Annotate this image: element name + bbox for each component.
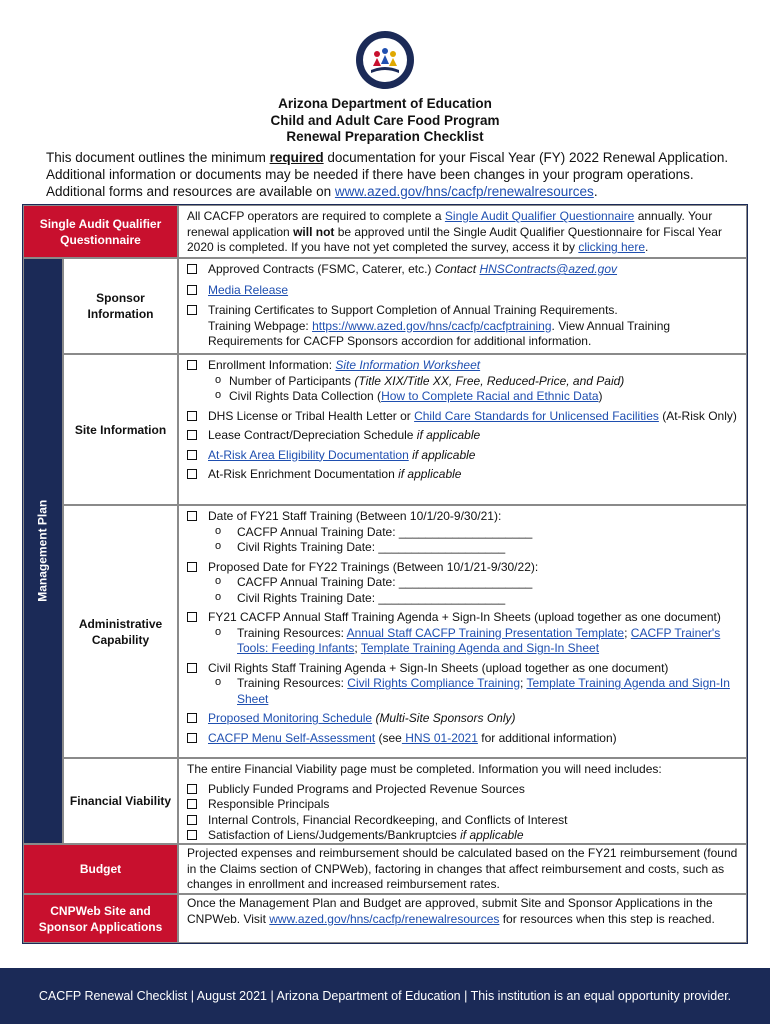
renewal-resources-link[interactable]: www.azed.gov/hns/cacfp/renewalresources bbox=[334, 184, 594, 199]
financial-viability-content: The entire Financial Viability page must be completed. Information you will need includes: Publicly Funded Programs and Projected Revenue Sources Responsible Principals Internal Controls, Financial Recordkeeping, and Conflicts of Interest Satisfaction of Liens/Judgements/Bankruptcies if applicable bbox=[178, 758, 747, 844]
sponsor-info-label: Sponsor Information bbox=[63, 258, 178, 354]
saq-link[interactable]: Single Audit Qualifier Questionnaire bbox=[444, 209, 635, 223]
checkbox[interactable] bbox=[187, 713, 197, 723]
media-release-link[interactable]: Media Release bbox=[208, 282, 289, 297]
civil-rights-training-link[interactable]: Civil Rights Compliance Training bbox=[347, 676, 521, 690]
financial-viability-label: Financial Viability bbox=[63, 758, 178, 844]
title-agency: Arizona Department of Education bbox=[278, 96, 492, 111]
budget-content: Projected expenses and reimbursement should be calculated based on the FY21 reimbursement (found in the Claims section of CNPWeb), factoring in changes that affect reimbursement and costs, such as changes in enrollment and increased reimbursement rates. bbox=[178, 844, 747, 894]
clicking-here-link[interactable]: clicking here bbox=[578, 240, 646, 254]
hns-memo-link[interactable]: HNS 01-2021 bbox=[401, 730, 478, 745]
admin-capability-label: Administrative Capability bbox=[63, 505, 178, 758]
checkbox[interactable] bbox=[187, 733, 197, 743]
site-worksheet-link[interactable]: Site Information Worksheet bbox=[335, 358, 481, 372]
management-plan-label: Management Plan bbox=[23, 258, 63, 844]
site-info-label: Site Information bbox=[63, 354, 178, 505]
title-program: Child and Adult Care Food Program bbox=[270, 112, 500, 128]
cnpweb-label: CNPWeb Site and Sponsor Applications bbox=[23, 894, 178, 943]
checkbox[interactable] bbox=[187, 360, 197, 370]
checkbox[interactable] bbox=[187, 511, 197, 521]
saq-content: All CACFP operators are required to complete a Single Audit Qualifier Questionnaire annually. Your renewal application will not be approved until the Single Audit Qualifier Questionnaire for Fiscal Year 2020 is completed. If you have not yet completed the survey, access it by clicking here. bbox=[178, 205, 747, 258]
intro-paragraph: This document outlines the minimum required documentation for your Fiscal Year (FY) 2022 Renewal Application. Additional information or documents may be needed if there have been changes in your program operations. Additional forms and resources are available on www.azed.gov/hns/cacfp/renewalresources. bbox=[46, 150, 729, 199]
monitoring-schedule-link[interactable]: Proposed Monitoring Schedule bbox=[208, 711, 373, 725]
at-risk-eligibility-link[interactable]: At-Risk Area Eligibility Documentation bbox=[208, 447, 409, 462]
training-webpage-link[interactable]: https://www.azed.gov/hns/cacfp/cacfptraining bbox=[312, 318, 552, 333]
cnpweb-content: Once the Management Plan and Budget are approved, submit Site and Sponsor Applications in the CNPWeb. Visit www.azed.gov/hns/cacfp/renewalresources for resources when this step is reached. bbox=[178, 894, 747, 943]
sponsor-info-content: Approved Contracts (FSMC, Caterer, etc.) Contact HNSContracts@azed.gov Media Release Training Certificates to Support Completion of Annual Training Requirements. Training Webpage: https://www.azed.gov/hns/cacfp/cacfptraining. View Annual Training Requirements for CACFP Sponsors accordion for additional information. bbox=[178, 258, 747, 354]
checkbox[interactable] bbox=[187, 411, 197, 421]
checkbox[interactable] bbox=[187, 305, 197, 315]
admin-capability-content: Date of FY21 Staff Training (Between 10/1/20-9/30/21): o CACFP Annual Training Date: ____________________ o Civil Rights Training Date: ___________________ Proposed Date for FY22 Trainings (Between 10/1/21-9/30/22): o CACFP Annual Training Date: ____________________ o Civil Rights Training Date: ___________________ FY21 CACFP Annual Staff Training Agenda + Sign-In Sheets (upload together as one document) o Training Resources: Annual Staff CACFP Training Presentation Template; CACFP Trainer's Tools: Feeding Infants; Template Training Agenda and Sign-In Sheet Civil Rights Staff Training Agenda + Sign-In Sheets (upload together as one document) o Training Resources: Civil Rights Compliance Training; Template Training Agenda and Sign-In Sheet Proposed Monitoring Schedule (Multi-Site Sponsors Only) CACFP Menu Self-Assessment (see HNS 01-2021 for additional information) bbox=[178, 505, 747, 758]
footer: CACFP Renewal Checklist | August 2021 | Arizona Department of Education | This institution is an equal opportunity provider. bbox=[0, 968, 770, 1024]
menu-self-assessment-link[interactable]: CACFP Menu Self-Assessment bbox=[208, 730, 376, 745]
checkbox[interactable] bbox=[187, 430, 197, 440]
document-titles bbox=[0, 96, 770, 146]
checkbox[interactable] bbox=[187, 784, 197, 794]
checkbox[interactable] bbox=[187, 469, 197, 479]
title-checklist: Renewal Preparation Checklist bbox=[286, 129, 484, 144]
hns-contracts-link[interactable]: HNSContracts@azed.gov bbox=[479, 262, 618, 276]
feeding-infants-link[interactable]: CACFP Trainer's Tools: Feeding Infants bbox=[237, 625, 721, 655]
ade-logo bbox=[355, 30, 415, 90]
checkbox[interactable] bbox=[187, 612, 197, 622]
racial-ethnic-data-link[interactable]: How to Complete Racial and Ethnic Data bbox=[381, 389, 599, 403]
cnpweb-resources-link[interactable]: www.azed.gov/hns/cacfp/renewalresources bbox=[269, 911, 500, 926]
site-info-content: Enrollment Information: Site Information Worksheet o Number of Participants (Title XIX/Title XX, Free, Reduced-Price, and Paid) o Civil Rights Data Collection (How to Complete Racial and Ethnic Data) DHS License or Tribal Health Letter or Child Care Standards for Unlicensed Facilities (At-Risk Only) Lease Contract/Depreciation Schedule if applicable At-Risk Area Eligibility Documentation if applicable At-Risk Enrichment Documentation if applicable bbox=[178, 354, 747, 505]
checklist-table bbox=[22, 204, 748, 944]
checkbox[interactable] bbox=[187, 799, 197, 809]
checkbox[interactable] bbox=[187, 562, 197, 572]
checkbox[interactable] bbox=[187, 815, 197, 825]
checkbox[interactable] bbox=[187, 264, 197, 274]
annual-training-template-link[interactable]: Annual Staff CACFP Training Presentation Template bbox=[346, 625, 625, 640]
checkbox[interactable] bbox=[187, 830, 197, 840]
saq-label: Single Audit Qualifier Questionnaire bbox=[23, 205, 178, 258]
checkbox[interactable] bbox=[187, 285, 197, 295]
cr-training-agenda-link[interactable]: Template Training Agenda and Sign-In Sheet bbox=[237, 676, 730, 706]
budget-label: Budget bbox=[23, 844, 178, 894]
training-agenda-link[interactable]: Template Training Agenda and Sign-In Sheet bbox=[360, 641, 600, 655]
child-care-standards-link[interactable]: Child Care Standards for Unlicensed Facilities bbox=[414, 408, 659, 423]
checkbox[interactable] bbox=[187, 450, 197, 460]
checkbox[interactable] bbox=[187, 663, 197, 673]
